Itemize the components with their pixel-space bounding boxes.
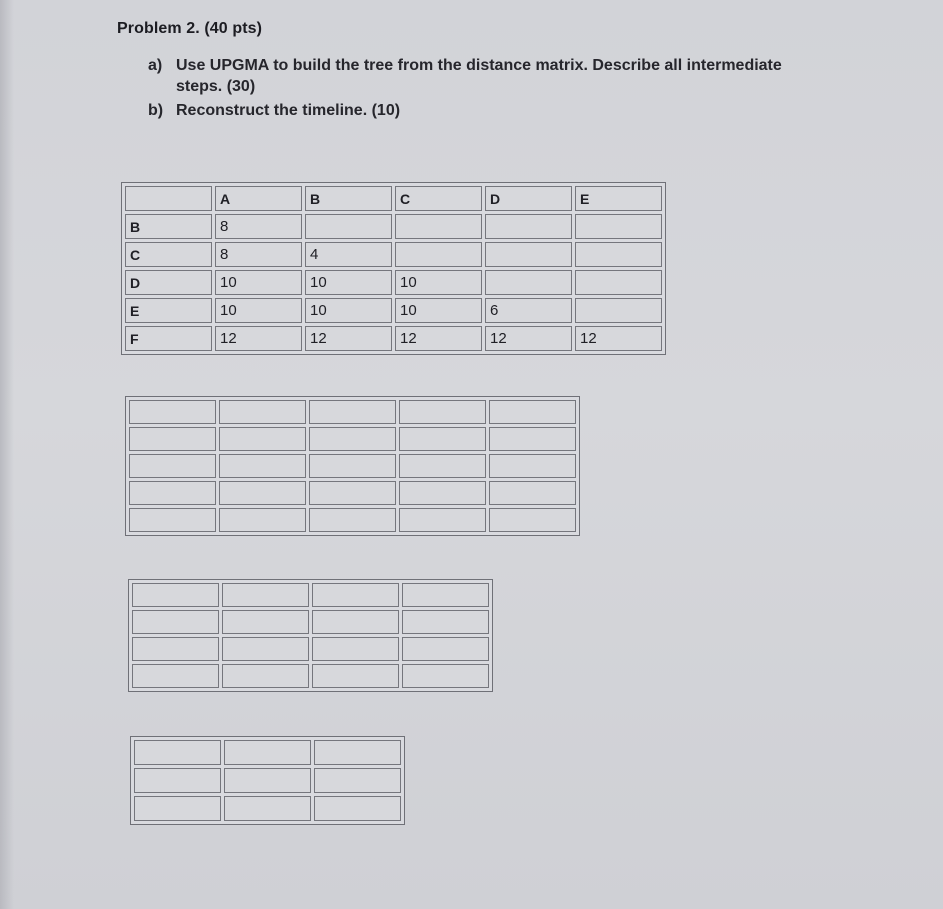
blank-table-cell (402, 583, 489, 607)
part-b-label: b) (148, 102, 164, 119)
matrix-cell (575, 214, 662, 239)
matrix-cell (395, 214, 482, 239)
blank-table-cell (129, 508, 216, 532)
blank-table-cell (219, 400, 306, 424)
blank-table-cell (219, 454, 306, 478)
blank-table-cell (219, 427, 306, 451)
matrix-cell: 12 (215, 326, 302, 351)
matrix-col-header: E (575, 186, 662, 211)
matrix-cell: 10 (215, 270, 302, 295)
blank-table-row (132, 583, 489, 607)
matrix-row-header: F (125, 326, 212, 351)
blank-table-cell (402, 637, 489, 661)
problem-title: Problem 2. (40 pts) (117, 20, 263, 37)
part-b-text: Reconstruct the timeline. (10) (176, 102, 401, 119)
blank-table-cell (399, 454, 486, 478)
blank-table-cell (134, 740, 221, 765)
blank-table-cell (489, 427, 576, 451)
blank-table-cell (312, 583, 399, 607)
blank-table-cell (399, 481, 486, 505)
part-a-text-line1: Use UPGMA to build the tree from the distance matrix. Describe all intermediate (176, 57, 782, 74)
matrix-cell: 12 (395, 326, 482, 351)
blank-table-cell (129, 400, 216, 424)
matrix-cell: 10 (215, 298, 302, 323)
blank-table-cell (132, 610, 219, 634)
blank-table-cell (134, 768, 221, 793)
blank-table-cell (312, 637, 399, 661)
matrix-corner-cell (125, 186, 212, 211)
blank-table-row (129, 454, 576, 478)
blank-table-cell (312, 610, 399, 634)
blank-table-row (129, 481, 576, 505)
matrix-cell (485, 214, 572, 239)
blank-table-cell (399, 427, 486, 451)
matrix-row (125, 298, 662, 323)
blank-table-cell (132, 637, 219, 661)
matrix-cell (485, 270, 572, 295)
matrix-cell (575, 298, 662, 323)
blank-table-cell (489, 400, 576, 424)
blank-table-cell (132, 583, 219, 607)
matrix-row-header: B (125, 214, 212, 239)
blank-table-cell (129, 481, 216, 505)
matrix-cell: 8 (215, 242, 302, 267)
matrix-cell (305, 214, 392, 239)
question-part-a (148, 55, 848, 97)
blank-table-cell (222, 610, 309, 634)
matrix-cell (485, 242, 572, 267)
matrix-cell (575, 242, 662, 267)
matrix-row-header: E (125, 298, 212, 323)
blank-table-row (134, 768, 401, 793)
part-a-text-line2: steps. (30) (176, 78, 256, 95)
matrix-cell: 10 (305, 270, 392, 295)
blank-table-cell (309, 454, 396, 478)
matrix-cell: 10 (395, 270, 482, 295)
matrix-cell (395, 242, 482, 267)
blank-table-row (132, 664, 489, 688)
blank-table-cell (312, 664, 399, 688)
blank-table-cell (402, 610, 489, 634)
blank-table-cell (314, 768, 401, 793)
blank-table-cell (309, 400, 396, 424)
blank-table-cell (309, 481, 396, 505)
blank-table-cell (224, 740, 311, 765)
blank-table-row (134, 796, 401, 821)
matrix-cell: 12 (575, 326, 662, 351)
question-part-b (148, 102, 400, 120)
blank-table-row (129, 508, 576, 532)
matrix-row (125, 326, 662, 351)
matrix-row (125, 214, 662, 239)
matrix-row-header: C (125, 242, 212, 267)
blank-table-cell (222, 664, 309, 688)
matrix-cell: 6 (485, 298, 572, 323)
blank-table-cell (219, 481, 306, 505)
blank-table-row (132, 637, 489, 661)
blank-table-cell (399, 508, 486, 532)
blank-table-cell (314, 740, 401, 765)
blank-table-cell (222, 637, 309, 661)
matrix-cell: 8 (215, 214, 302, 239)
blank-table-cell (402, 664, 489, 688)
blank-table-cell (134, 796, 221, 821)
part-a-label: a) (148, 57, 163, 74)
blank-table-cell (399, 400, 486, 424)
blank-table-row (134, 740, 401, 765)
blank-matrix-table-1 (125, 396, 580, 536)
blank-matrix-table-3 (130, 736, 405, 825)
matrix-row (125, 270, 662, 295)
blank-table-cell (129, 454, 216, 478)
blank-table-cell (132, 664, 219, 688)
blank-table-cell (219, 508, 306, 532)
distance-matrix-table (121, 182, 666, 355)
blank-table-cell (314, 796, 401, 821)
blank-table-cell (489, 454, 576, 478)
matrix-row (125, 242, 662, 267)
blank-table-cell (489, 508, 576, 532)
blank-table-row (129, 400, 576, 424)
blank-table-cell (129, 427, 216, 451)
page-edge-shadow (0, 0, 14, 909)
blank-table-cell (222, 583, 309, 607)
blank-table-cell (489, 481, 576, 505)
blank-table-row (132, 610, 489, 634)
matrix-row-header: D (125, 270, 212, 295)
blank-table-cell (224, 796, 311, 821)
blank-table-cell (224, 768, 311, 793)
matrix-cell: 12 (485, 326, 572, 351)
blank-table-row (129, 427, 576, 451)
matrix-cell: 10 (305, 298, 392, 323)
blank-table-cell (309, 427, 396, 451)
matrix-col-header: B (305, 186, 392, 211)
blank-matrix-table-2 (128, 579, 493, 692)
matrix-cell: 10 (395, 298, 482, 323)
matrix-cell: 12 (305, 326, 392, 351)
matrix-col-header: C (395, 186, 482, 211)
matrix-col-header: A (215, 186, 302, 211)
blank-table-cell (309, 508, 396, 532)
matrix-col-header: D (485, 186, 572, 211)
matrix-cell: 4 (305, 242, 392, 267)
matrix-cell (575, 270, 662, 295)
matrix-header-row (125, 186, 662, 211)
